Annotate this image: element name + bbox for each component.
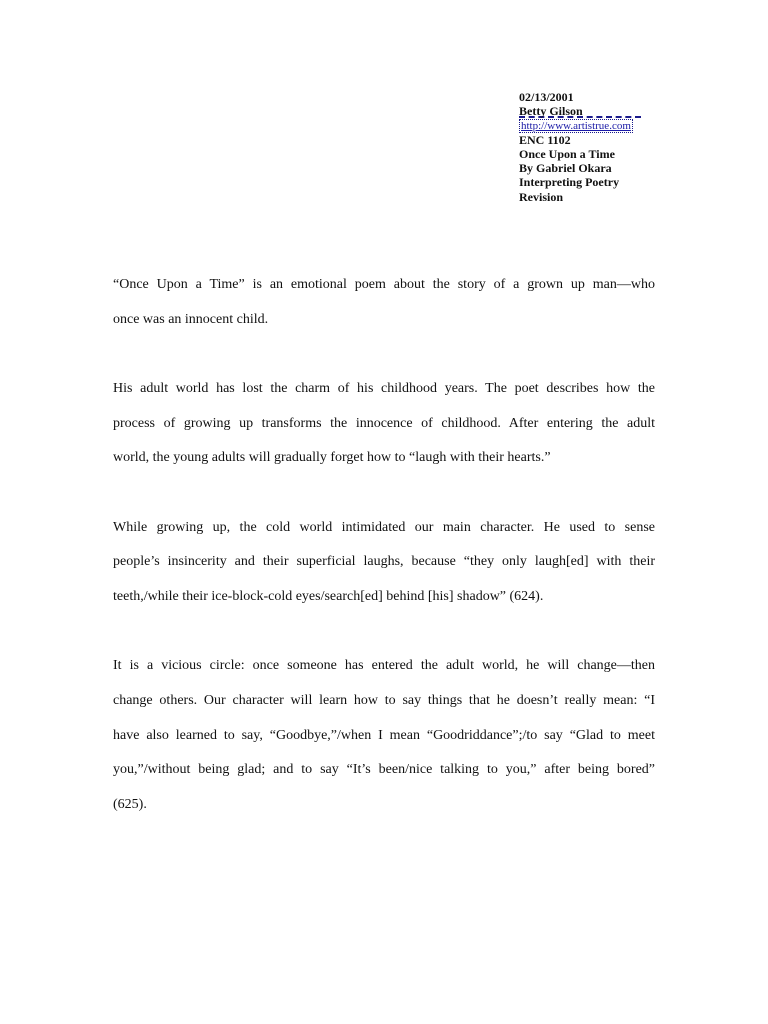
paragraph-3 xyxy=(113,511,655,615)
paragraph-line: once was an innocent child. xyxy=(113,311,269,327)
paragraph-2 xyxy=(113,372,655,476)
paragraph-line: you,”/without being glad; and to say “It’s been/nice talking to you,” after being bored” xyxy=(113,762,655,778)
header-title: Once Upon a Time xyxy=(519,146,615,161)
paragraph-line: “Once Upon a Time” is an emotional poem about the story of a grown up man—who xyxy=(113,277,655,292)
paragraph-line: While growing up, the cold world intimidated our main character. He used to sense xyxy=(113,519,655,535)
header-version: Revision xyxy=(519,189,564,204)
header-link[interactable]: http://www.artistrue.com xyxy=(521,119,631,132)
paragraph-1 xyxy=(113,268,655,337)
paragraph-line: have also learned to say, “Goodbye,”/when I mean “Goodriddance”;/to say “Glad to meet xyxy=(113,727,655,743)
paragraph-line: people’s insincerity and their superficial laughs, because “they only laugh[ed] with their xyxy=(113,554,655,570)
essay-body xyxy=(113,268,655,857)
document-header xyxy=(519,90,719,204)
header-author: Betty Gilson xyxy=(519,104,583,119)
header-assignment: Interpreting Poetry xyxy=(519,175,620,190)
paragraph-line: teeth,/while their ice-block-cold eyes/search[ed] behind [his] shadow” (624). xyxy=(113,588,544,604)
paragraph-line: His adult world has lost the charm of his childhood years. The poet describes how the xyxy=(113,380,655,396)
header-course: ENC 1102 xyxy=(519,132,571,147)
paragraph-line: change others. Our character will learn how to say things that he doesn’t really mean: “I xyxy=(113,692,655,708)
paragraph-line: process of growing up transforms the innocence of childhood. After entering the adult xyxy=(113,415,655,431)
header-poet: By Gabriel Okara xyxy=(519,161,612,176)
paragraph-line: world, the young adults will gradually forget how to “laugh with their hearts.” xyxy=(113,450,551,466)
paragraph-line: (625). xyxy=(113,796,147,812)
paragraph-4 xyxy=(113,649,655,823)
header-date: 02/13/2001 xyxy=(519,90,574,104)
paragraph-line: It is a vicious circle: once someone has entered the adult world, he will change—then xyxy=(113,658,655,674)
